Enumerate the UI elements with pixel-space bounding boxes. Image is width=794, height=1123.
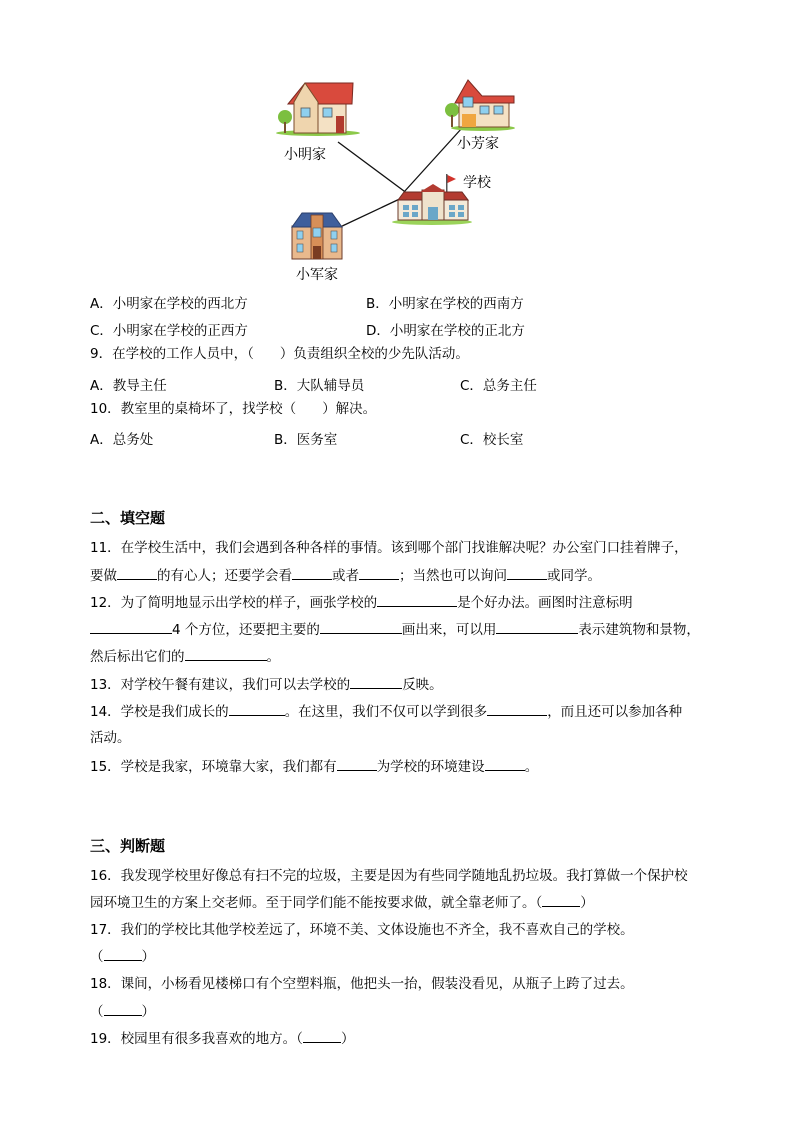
q11-blank-1[interactable]	[117, 565, 157, 580]
q11-text-c: 或者	[332, 568, 359, 584]
q9-stem-before: 9．在学校的工作人员中，（	[90, 346, 254, 362]
q12-text-e: 表示建筑物和景物，	[578, 622, 700, 638]
q12-blank-1[interactable]	[377, 592, 457, 607]
q18-answer-blank[interactable]	[104, 1001, 142, 1016]
q9-answer-blank[interactable]	[254, 344, 280, 358]
school-label: 学校	[463, 175, 491, 191]
section2-title: 二、填空题	[90, 509, 166, 527]
q8-option-b: B．小明家在学校的西南方	[366, 296, 524, 312]
q10-stem-before: 10．教室里的桌椅坏了，找学校（	[90, 401, 297, 417]
xiaofang-label: 小芳家	[457, 136, 499, 152]
q11-text-e: 或同学。	[547, 568, 601, 584]
q13-line	[90, 674, 443, 695]
xiaojun-house-icon	[292, 213, 342, 259]
q15-blank-2[interactable]	[485, 756, 525, 771]
q9-option-c: C．总务主任	[460, 378, 537, 394]
q11-line2	[90, 565, 601, 586]
q18-line1: 18．课间，小杨看见楼梯口有个空塑料瓶，他把头一抬，假装没看见，从瓶子上跨了过去。	[90, 976, 634, 992]
q12-blank-4[interactable]	[496, 619, 578, 634]
q12-text-b: 是个好办法。画图时注意标明	[457, 595, 633, 611]
q14-text-a: 14．学校是我们成长的	[90, 704, 229, 720]
q19-answer-blank[interactable]	[303, 1028, 341, 1043]
q17-paren-open: （	[90, 949, 104, 965]
q9-stem-after: ）负责组织全校的少先队活动。	[279, 346, 469, 362]
q16-answer-blank[interactable]	[542, 892, 580, 907]
q15-text-b: 为学校的环境建设	[376, 759, 485, 775]
q18-paren-open: （	[90, 1004, 104, 1020]
q18-line2	[90, 1001, 155, 1022]
q12-line2	[90, 619, 700, 640]
q17-line1: 17．我们的学校比其他学校差远了，环境不美、文体设施也不齐全，我不喜欢自己的学校。	[90, 922, 634, 938]
q12-text-c: 4 个方位，还要把主要的	[172, 622, 320, 638]
school-building-icon	[392, 174, 472, 225]
q10-stem	[90, 399, 376, 419]
q12-text-d: 画出来，可以用	[401, 622, 497, 638]
q19-text: 19．校园里有很多我喜欢的地方。（	[90, 1031, 303, 1047]
q8-option-a: A．小明家在学校的西北方	[90, 296, 248, 312]
q17-paren-close: ）	[141, 949, 155, 965]
q16-text: 园环境卫生的方案上交老师。至于同学们能不能按要求做，就全靠老师了。（	[90, 895, 543, 911]
xiaojun-label: 小军家	[296, 267, 338, 283]
q8-option-d: D．小明家在学校的正北方	[366, 323, 525, 339]
q11-line1: 11．在学校生活中，我们会遇到各种各样的事情。该到哪个部门找谁解决呢？办公室门口挂着牌子，	[90, 540, 688, 556]
q19-line	[90, 1028, 354, 1049]
q8-option-c: C．小明家在学校的正西方	[90, 323, 248, 339]
xiaoming-house-icon	[276, 83, 360, 136]
q13-text-a: 13．对学校午餐有建议，我们可以去学校的	[90, 677, 351, 693]
q19-paren-close: ）	[340, 1031, 355, 1047]
q9-option-a: A．教导主任	[90, 378, 167, 394]
q10-option-c: C．校长室	[460, 432, 524, 448]
q9-stem	[90, 344, 469, 364]
q15-text-c: 。	[524, 759, 539, 775]
q16-paren-close: ）	[580, 895, 594, 911]
q10-option-b: B．医务室	[274, 432, 338, 448]
q14-blank-1[interactable]	[229, 701, 285, 716]
q14-blank-2[interactable]	[487, 701, 547, 716]
q17-line2	[90, 946, 155, 967]
q10-stem-after: ）解决。	[322, 401, 377, 417]
xiaofang-house-icon	[445, 80, 515, 131]
q16-line2	[90, 892, 594, 913]
line-xiaoming-school	[338, 142, 408, 194]
map-figure	[0, 0, 794, 290]
q12-blank-2[interactable]	[90, 619, 172, 634]
q14-line2: 活动。	[90, 730, 131, 746]
q18-paren-close: ）	[141, 1004, 155, 1020]
q14-text-b: 。在这里，我们不仅可以学到很多	[284, 704, 488, 720]
q11-text-d: ；当然也可以询问	[399, 568, 507, 584]
q12-blank-5[interactable]	[185, 646, 267, 661]
q15-text-a: 15．学校是我家，环境靠大家，我们都有	[90, 759, 337, 775]
q11-blank-2[interactable]	[292, 565, 332, 580]
q13-blank-1[interactable]	[350, 674, 402, 689]
q14-text-c: ，而且还可以参加各种	[547, 704, 683, 720]
q10-option-a: A．总务处	[90, 432, 154, 448]
q11-blank-3[interactable]	[359, 565, 399, 580]
q12-text-g: 。	[266, 649, 280, 665]
line-xiaofang-school	[404, 128, 462, 192]
q12-line3	[90, 646, 280, 667]
q11-blank-4[interactable]	[507, 565, 547, 580]
q10-answer-blank[interactable]	[296, 399, 322, 413]
q13-text-b: 反映。	[402, 677, 443, 693]
section3-title: 三、判断题	[90, 837, 166, 855]
q12-line1	[90, 592, 633, 613]
q14-line1	[90, 701, 682, 722]
q9-option-b: B．大队辅导员	[274, 378, 365, 394]
q16-line1: 16．我发现学校里好像总有扫不完的垃圾，主要是因为有些同学随地乱扔垃圾。我打算做一个保护校	[90, 868, 688, 884]
q12-text-f: 然后标出它们的	[90, 649, 185, 665]
q12-blank-3[interactable]	[320, 619, 402, 634]
q12-text-a: 12．为了简明地显示出学校的样子，画张学校的	[90, 595, 378, 611]
q11-text-b: 的有心人；还要学会看	[157, 568, 292, 584]
q15-blank-1[interactable]	[337, 756, 377, 771]
q17-answer-blank[interactable]	[104, 946, 142, 961]
xiaoming-label: 小明家	[284, 147, 326, 163]
q15-line	[90, 756, 538, 777]
q11-text-a: 要做	[90, 568, 117, 584]
